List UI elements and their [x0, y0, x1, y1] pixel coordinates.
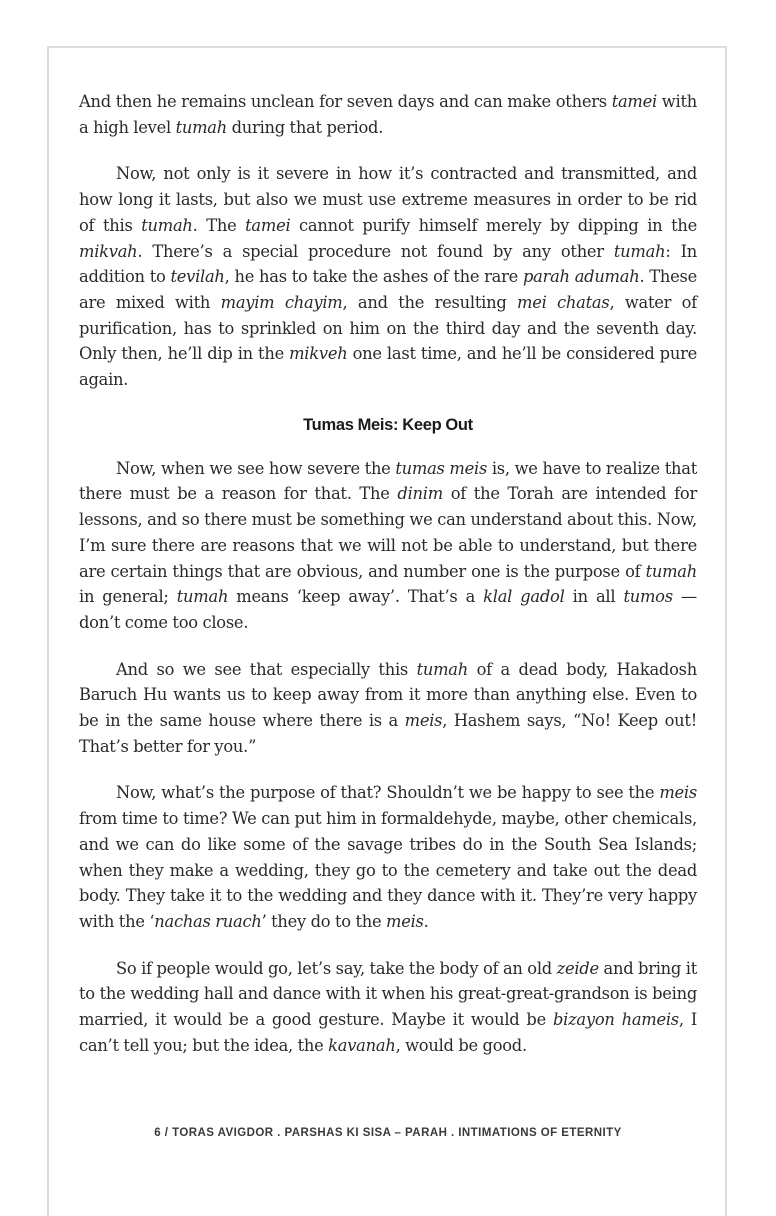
footer-separator: /: [164, 1127, 173, 1139]
text-run: And then he remains unclean for seven days and can make others: [79, 92, 612, 111]
italic-term: dinim: [397, 484, 443, 504]
text-run: in general;: [79, 587, 177, 607]
paragraphs-after-heading: [79, 456, 697, 1059]
text-run: is, we have to realize that there must be a reason for that. The: [79, 458, 697, 504]
text-run: So if people would go, let’s say, take the body of an old: [116, 958, 557, 978]
text-run: in all: [564, 587, 624, 607]
italic-term: mayim chayim: [220, 292, 343, 312]
text-run: cannot purify himself merely by dipping in the: [290, 215, 697, 235]
italic-term: zeide: [556, 958, 599, 978]
italic-term: nachas ruach: [154, 911, 262, 931]
text-run: And so we see that especially this: [116, 659, 417, 679]
italic-term: tumah: [613, 241, 666, 261]
page-body: [79, 89, 697, 1080]
text-run: Now, when we see how severe the: [116, 458, 396, 478]
italic-term: klal gadol: [483, 587, 565, 607]
italic-term: tamei: [611, 92, 657, 111]
body-paragraph: [79, 780, 697, 934]
italic-term: tumah: [175, 117, 227, 137]
italic-term: tumos: [623, 587, 673, 607]
italic-term: tumah: [416, 659, 469, 679]
text-run: — don’t come too close.: [79, 587, 697, 632]
footer-running-title: TORAS AVIGDOR . PARSHAS KI SISA – PARAH . INTIMATIONS OF ETERNITY: [172, 1127, 622, 1139]
text-run: , water of purification, has to sprinkled on him on the third day and the seventh day. Only then, he’ll dip in the: [79, 292, 697, 364]
text-run: . These are mixed with: [79, 267, 697, 312]
body-paragraph: [79, 956, 697, 1059]
text-run: . The: [192, 215, 246, 235]
italic-term: tumah: [176, 587, 229, 607]
text-run: .: [423, 911, 429, 931]
italic-term: tamei: [245, 215, 291, 235]
body-paragraph: [79, 161, 697, 392]
body-paragraph: [79, 456, 697, 636]
text-run: , would be good.: [395, 1035, 527, 1055]
italic-term: parah adumah: [522, 267, 640, 287]
text-run: Now, not only is it severe in how it’s contracted and transmitted, and how long it lasts, but also we must use extreme measures in order to be rid of this: [79, 164, 697, 235]
text-run: one last time, and he’ll be considered pure again.: [79, 344, 697, 390]
italic-term: meis: [404, 711, 443, 731]
italic-term: mikvah: [79, 241, 138, 261]
text-run: from time to time? We can put him in formaldehyde, maybe, other chemicals, and we can do like some of the savage tribes do in the South Sea Islands; when they make a wedding, they go to the cemetery and take out the dead body. They take it to the wedding and they dance with it. They’re very happy with the ‘: [79, 809, 697, 931]
italic-term: kavanah: [328, 1035, 396, 1055]
text-run: , Hashem says, “No! Keep out! That’s better for you.”: [79, 711, 697, 756]
italic-term: tevilah: [170, 267, 225, 287]
text-run: of the Torah are intended for lessons, and so there must be something we can understand about this. Now, I’m sure there are reasons that we will not be able to understand, but there are certain things that are obvious, and number one is the purpose of: [79, 484, 697, 581]
text-run: , I can’t tell you; but the idea, the: [79, 1010, 697, 1055]
text-run: during that period.: [227, 117, 384, 137]
text-run: : In addition to: [79, 241, 698, 287]
text-run: , and the resulting: [342, 292, 517, 312]
page-footer: [60, 1127, 716, 1139]
italic-term: tumah: [645, 561, 697, 581]
footer-page-number: 6: [154, 1127, 162, 1139]
text-run: , he has to take the ashes of the rare: [224, 267, 523, 287]
section-heading: Tumas Meis: Keep Out: [303, 415, 473, 434]
text-run: and bring it to the wedding hall and dance with it when his great-great-grandson is being married, it would be a good gesture. Maybe it would be: [79, 958, 697, 1030]
text-run: with a high level: [79, 92, 697, 137]
italic-term: meis: [386, 911, 424, 931]
text-run: ’ they do to the: [261, 911, 386, 931]
italic-term: bizayon hameis: [552, 1010, 679, 1030]
body-paragraph: [79, 89, 697, 140]
italic-term: tumah: [141, 215, 193, 235]
italic-term: meis: [659, 783, 697, 803]
text-run: . There’s a special procedure not found by any other: [137, 241, 614, 261]
italic-term: mei chatas: [517, 292, 610, 312]
text-run: means ‘keep away’. That’s a: [228, 587, 484, 607]
text-run: Now, what’s the purpose of that? Shouldn’t we be happy to see the: [116, 783, 660, 803]
text-run: of a dead body, Hakadosh Baruch Hu wants us to keep away from it more than anything else. Even to be in the same house where there is a: [79, 659, 697, 731]
paragraphs-before-heading: [79, 89, 697, 393]
body-paragraph: [79, 657, 697, 760]
italic-term: mikveh: [289, 344, 348, 364]
italic-term: tumas meis: [395, 458, 488, 478]
